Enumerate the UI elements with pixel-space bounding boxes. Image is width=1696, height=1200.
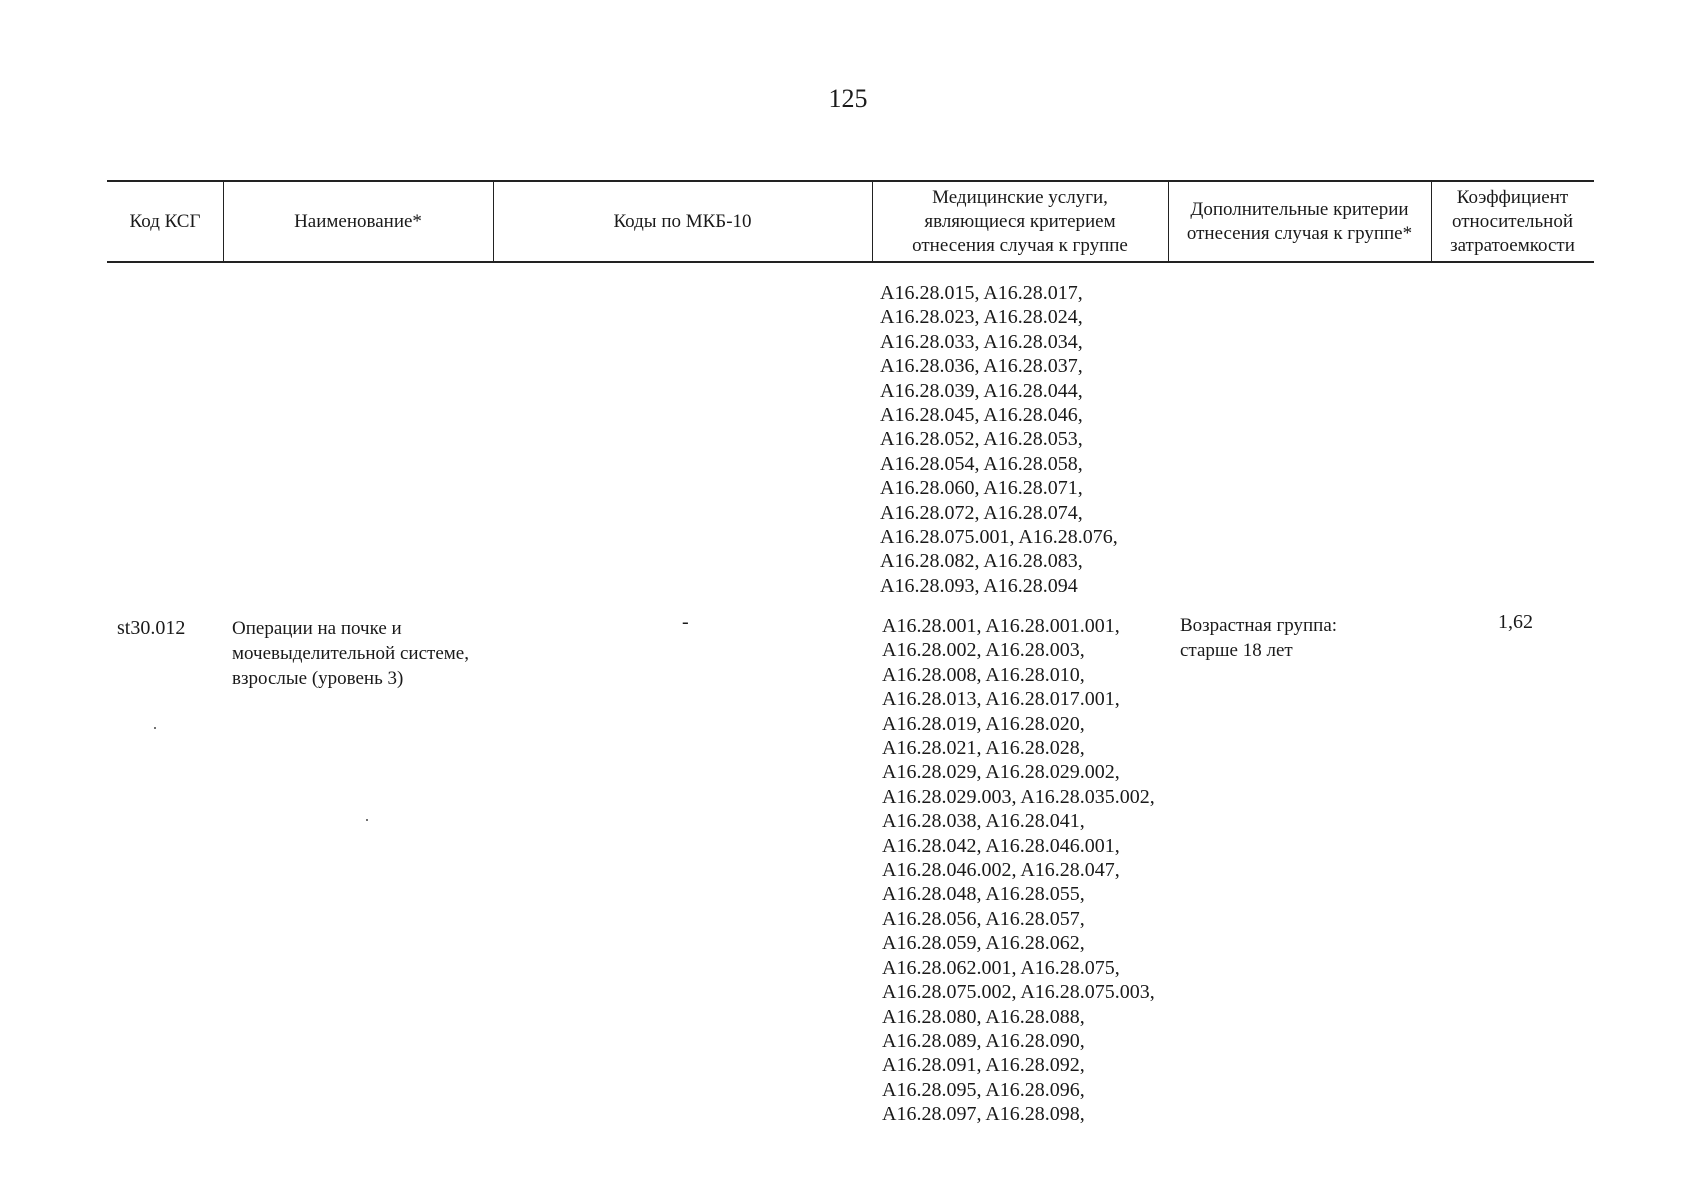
header-medical-services-line: отнесения случая к группе bbox=[912, 234, 1128, 256]
service-code-line: A16.28.080, A16.28.088, bbox=[882, 1005, 1085, 1028]
row-name-line: мочевыделительной системе, bbox=[232, 643, 469, 664]
service-code-line: A16.28.042, A16.28.046.001, bbox=[882, 834, 1120, 857]
service-code-line: A16.28.095, A16.28.096, bbox=[882, 1078, 1085, 1101]
service-code-line: A16.28.038, A16.28.041, bbox=[882, 810, 1085, 833]
service-code-line: A16.28.002, A16.28.003, bbox=[882, 639, 1085, 662]
header-additional-criteria bbox=[1168, 182, 1431, 261]
service-code-line: A16.28.039, A16.28.044, bbox=[880, 379, 1083, 402]
header-medical-services-line: являющиеся критерием bbox=[924, 210, 1116, 232]
service-code-line: A16.28.054, A16.28.058, bbox=[880, 452, 1083, 475]
row-additional-criteria bbox=[1180, 613, 1400, 663]
service-code-line: A16.28.001, A16.28.001.001, bbox=[882, 615, 1120, 637]
header-name: Наименование* bbox=[294, 210, 422, 232]
service-code-line: A16.28.059, A16.28.062, bbox=[882, 932, 1085, 955]
table-header bbox=[107, 180, 1594, 263]
service-code-line: A16.28.019, A16.28.020, bbox=[882, 712, 1085, 735]
header-mkb-codes: Коды по МКБ-10 bbox=[613, 210, 752, 232]
service-code-line: A16.28.048, A16.28.055, bbox=[882, 883, 1085, 906]
service-code-line: A16.28.036, A16.28.037, bbox=[880, 355, 1083, 378]
row-name-line: Операции на почке и bbox=[232, 618, 402, 639]
service-code-line: A16.28.046.002, A16.28.047, bbox=[882, 859, 1120, 882]
header-medical-services-line: Медицинские услуги, bbox=[932, 186, 1108, 208]
row-name bbox=[232, 616, 502, 691]
header-additional-criteria-line: отнесения случая к группе* bbox=[1186, 222, 1413, 244]
page-number: 125 bbox=[828, 84, 868, 113]
row-coefficient: 1,62 bbox=[1498, 611, 1533, 633]
row-services-list bbox=[882, 614, 1155, 1127]
header-additional-criteria-line: Дополнительные критерии bbox=[1190, 198, 1409, 220]
service-code-line: A16.28.082, A16.28.083, bbox=[880, 550, 1083, 573]
row-criteria-line: Возрастная группа: bbox=[1180, 615, 1338, 636]
service-code-line: A16.28.097, A16.28.098, bbox=[882, 1103, 1085, 1126]
service-code-line: A16.28.015, A16.28.017, bbox=[880, 282, 1083, 304]
service-code-line: A16.28.072, A16.28.074, bbox=[880, 501, 1083, 524]
service-code-line: A16.28.013, A16.28.017.001, bbox=[882, 688, 1120, 711]
service-code-line: A16.28.075.002, A16.28.075.003, bbox=[882, 981, 1155, 1004]
header-coefficient-line: относительной bbox=[1451, 210, 1573, 232]
service-code-line: A16.28.093, A16.28.094 bbox=[880, 574, 1078, 597]
scan-speck bbox=[154, 727, 156, 729]
service-code-line: A16.28.075.001, A16.28.076, bbox=[880, 526, 1118, 549]
header-coefficient-line: затратоемкости bbox=[1450, 234, 1575, 256]
scan-speck bbox=[366, 819, 368, 821]
service-code-line: A16.28.033, A16.28.034, bbox=[880, 330, 1083, 353]
service-code-line: A16.28.008, A16.28.010, bbox=[882, 663, 1085, 686]
service-code-line: A16.28.029.003, A16.28.035.002, bbox=[882, 785, 1155, 808]
service-code-line: A16.28.052, A16.28.053, bbox=[880, 428, 1083, 451]
service-code-line: A16.28.021, A16.28.028, bbox=[882, 737, 1085, 760]
row-criteria-line: старше 18 лет bbox=[1180, 640, 1293, 661]
row-mkb-codes: - bbox=[682, 611, 689, 633]
header-coefficient bbox=[1431, 182, 1594, 261]
service-code-line: A16.28.029, A16.28.029.002, bbox=[882, 761, 1120, 784]
header-medical-services bbox=[872, 182, 1168, 261]
continued-services-list bbox=[880, 281, 1118, 598]
service-code-line: A16.28.062.001, A16.28.075, bbox=[882, 956, 1120, 979]
row-code: st30.012 bbox=[117, 617, 186, 639]
row-name-line: взрослые (уровень 3) bbox=[232, 668, 404, 689]
service-code-line: A16.28.091, A16.28.092, bbox=[882, 1054, 1085, 1077]
service-code-line: A16.28.089, A16.28.090, bbox=[882, 1029, 1085, 1052]
header-coefficient-line: Коэффициент bbox=[1456, 186, 1569, 208]
service-code-line: A16.28.060, A16.28.071, bbox=[880, 477, 1083, 500]
service-code-line: A16.28.056, A16.28.057, bbox=[882, 907, 1085, 930]
service-code-line: A16.28.045, A16.28.046, bbox=[880, 404, 1083, 427]
header-kod-ksg: Код КСГ bbox=[129, 210, 201, 232]
service-code-line: A16.28.023, A16.28.024, bbox=[880, 306, 1083, 329]
